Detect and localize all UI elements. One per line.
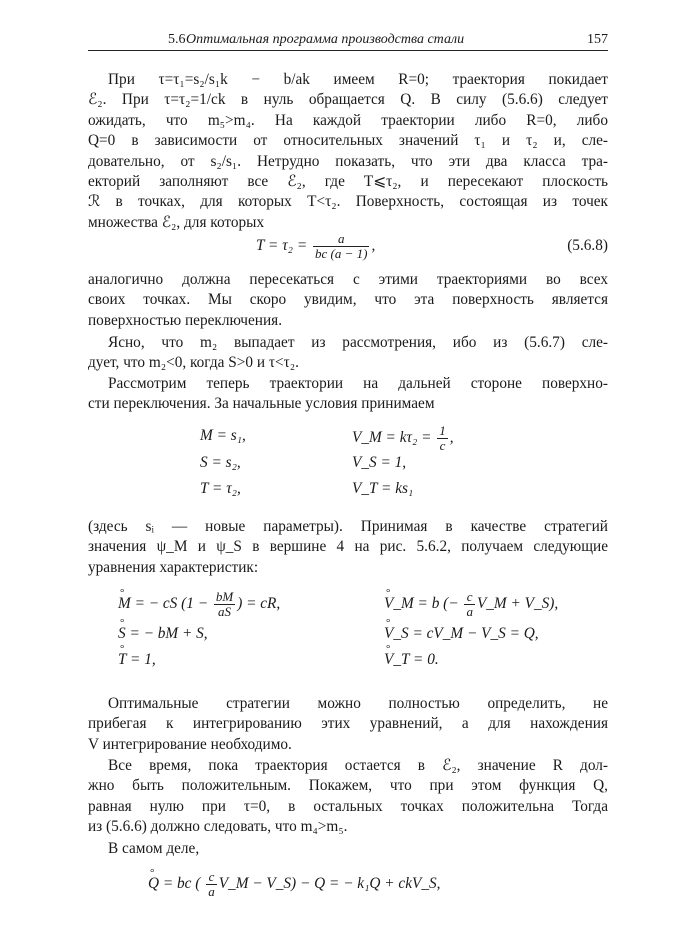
paragraph-6 bbox=[88, 694, 608, 755]
text-line: ожидать, что m₅>m₄. На каждой траектории либо R=0, либо bbox=[88, 111, 608, 129]
text-line: екторий заполняют все ℰ₂, где T⩽τ₂, и пересекают плоскость bbox=[88, 173, 608, 191]
text-line: Q=0 в зависимости от относительных значений τ₁ и τ₂ и, сле- bbox=[88, 132, 608, 150]
running-header bbox=[88, 30, 608, 51]
text-line: Ясно, что m₂ выпадает из рассмотрения, ибо из (5.6.7) сле- bbox=[108, 334, 608, 351]
text-line: Оптимальные стратегии можно полностью определить, не bbox=[108, 695, 608, 712]
section-title: Оптимальная программа производства стали bbox=[186, 32, 465, 47]
text-line: сти переключения. За начальные условия принимаем bbox=[88, 395, 435, 413]
paragraph-4 bbox=[88, 374, 608, 415]
text-line: аналогично должна пересекаться с этими траекториями во всех bbox=[88, 271, 608, 288]
equation-vs-dot: ° V_S = cV_M − V_S = Q, bbox=[384, 624, 539, 644]
text-line: При τ=τ₁=s₂/s₁k − b/ak имеем R=0; траектория покидает bbox=[108, 71, 608, 88]
equation-q-dot: ° Q = bc ( $\frac{c}{a}$ V_M − V_S) − Q = − k₁Q + ckV_S, bbox=[148, 870, 440, 899]
text-line: дует, что m₂<0, когда S>0 и τ<τ₂. bbox=[88, 354, 299, 372]
fraction: $\frac{1}{c}$ bbox=[439, 423, 446, 453]
text-line: значения ψ_M и ψ_S в вершине 4 на рис. 5.6.2, получаем следующие bbox=[88, 538, 608, 556]
equation-t-dot: ° T = 1, bbox=[118, 650, 156, 670]
text-line: своих точках. Мы скоро увидим, что эта поверхность является bbox=[88, 291, 608, 309]
fraction: $\frac{c}{a}$ bbox=[466, 589, 473, 619]
characteristic-equations bbox=[118, 588, 608, 678]
text-line: ℰ₂. При τ=τ₂=1/ck в нуль обращается Q. В силу (5.6.6) следует bbox=[88, 91, 608, 109]
text-line: ℛ в точках, для которых T<τ₂. Поверхность, состоящая из точек bbox=[88, 193, 608, 211]
condition-vs: V_S = 1, bbox=[352, 454, 407, 471]
section-number: 5.6 bbox=[168, 32, 186, 47]
text-line: множества ℰ₂, для которых bbox=[88, 213, 265, 231]
equation-vm-dot: ° V_M = b (− $\frac{c}{a}$ V_M + V_S), bbox=[384, 590, 558, 619]
fraction-denominator: bc (a − 1) bbox=[314, 246, 368, 261]
page-number: 157 bbox=[587, 32, 608, 47]
text-line: жно быть положительным. Покажем, что при этом функция Q, bbox=[88, 777, 608, 795]
fraction: $\frac{c}{a}$ bbox=[208, 869, 215, 899]
text-line: В самом деле, bbox=[108, 840, 200, 857]
text-line: уравнения характеристик: bbox=[88, 558, 259, 576]
paragraph-3 bbox=[88, 333, 608, 374]
paragraph-5 bbox=[88, 517, 608, 578]
condition-vt: V_T = ks₁ bbox=[352, 480, 414, 497]
text-line: V интегрирование необходимо. bbox=[88, 735, 292, 753]
text-line: довательно, от s₂/s₁. Нетрудно показать, что эти два класса тра- bbox=[88, 152, 608, 170]
condition-m: M = s₁, bbox=[200, 427, 246, 444]
text-line: равная нулю при τ=0, в остальных точках положительна Тогда bbox=[88, 797, 608, 815]
equation-s-dot: ° S = − bM + S, bbox=[118, 624, 208, 644]
text-line: (здесь sᵢ — новые параметры). Принимая в качестве стратегий bbox=[88, 518, 608, 535]
equation-5-6-8 bbox=[88, 231, 608, 261]
paragraph-1 bbox=[88, 70, 608, 233]
fraction: $\frac{bM}{aS}$ bbox=[215, 589, 234, 619]
text-line: поверхностью переключения. bbox=[88, 311, 283, 329]
condition-t: T = τ₂, bbox=[200, 480, 241, 497]
final-equation bbox=[148, 866, 608, 906]
condition-vm: V_M = kτ₂ = $\frac{1}{c}$ , bbox=[352, 423, 454, 453]
fraction-numerator: a bbox=[313, 232, 369, 247]
condition-s: S = s₂, bbox=[200, 454, 241, 471]
paragraph-7 bbox=[88, 756, 608, 838]
paragraph-8 bbox=[88, 839, 608, 859]
equation-body bbox=[256, 232, 375, 261]
equation-vt-dot: ° V_T = 0. bbox=[384, 650, 439, 670]
text-line: прибегая к интегрированию этих уравнений, а для нахождения bbox=[88, 715, 608, 733]
text-line: Все время, пока траектория остается в ℰ₂, значение R дол- bbox=[108, 757, 608, 774]
text-line: из (5.6.6) должно следовать, что m₄>m₅. bbox=[88, 818, 348, 836]
paragraph-2 bbox=[88, 270, 608, 331]
equation-number: (5.6.8) bbox=[567, 237, 608, 254]
initial-conditions bbox=[200, 424, 500, 504]
equation-tail: , bbox=[371, 237, 376, 255]
text-line: Рассмотрим теперь траектории на дальней стороне поверхно- bbox=[108, 375, 608, 392]
equation-lhs: T = τ₂ = bbox=[256, 237, 308, 255]
equation-fraction bbox=[313, 232, 369, 261]
equation-m-dot: ° M = − cS (1 − $\frac{bM}{aS}$ ) = cR, bbox=[118, 590, 280, 619]
